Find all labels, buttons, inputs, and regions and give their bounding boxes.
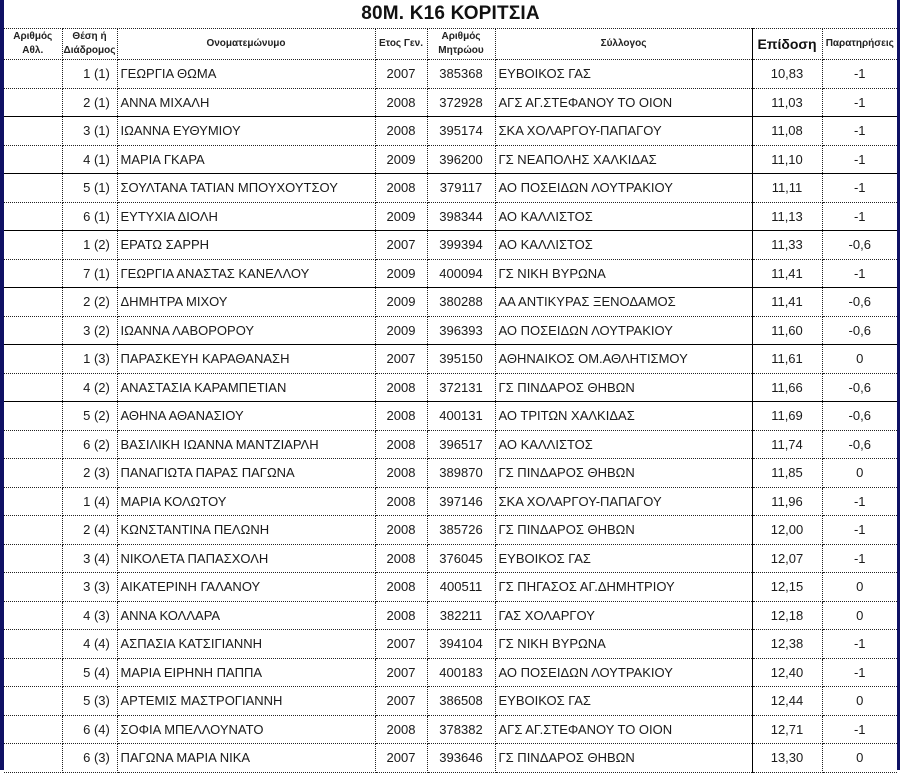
- remarks-cell: -1: [822, 630, 897, 659]
- header-position-line2: Διάδρομος: [63, 45, 116, 56]
- table-row: [4, 601, 897, 630]
- registry-number-cell: 395150: [427, 345, 495, 374]
- performance-cell: 11,41: [752, 288, 822, 317]
- birth-year-cell: 2008: [375, 373, 427, 402]
- club-cell: ΕΥΒΟΙΚΟΣ ΓΑΣ: [495, 544, 752, 573]
- remarks-cell: -1: [822, 658, 897, 687]
- table-row: [4, 459, 897, 488]
- performance-cell: 11,33: [752, 231, 822, 260]
- performance-cell: 12,07: [752, 544, 822, 573]
- remarks-cell: -1: [822, 117, 897, 146]
- registry-number-cell: 395174: [427, 117, 495, 146]
- position-cell: 4 (3): [62, 601, 117, 630]
- table-row: [4, 145, 897, 174]
- athlete-number-cell: [4, 202, 62, 231]
- performance-cell: 11,08: [752, 117, 822, 146]
- club-cell: ΓΣ ΠΙΝΔΑΡΟΣ ΘΗΒΩΝ: [495, 516, 752, 545]
- birth-year-cell: 2008: [375, 487, 427, 516]
- birth-year-cell: 2007: [375, 60, 427, 89]
- position-cell: 2 (1): [62, 88, 117, 117]
- club-cell: ΓΑΣ ΧΟΛΑΡΓΟΥ: [495, 601, 752, 630]
- birth-year-cell: 2007: [375, 687, 427, 716]
- position-cell: 3 (4): [62, 544, 117, 573]
- position-cell: 1 (2): [62, 231, 117, 260]
- remarks-cell: -1: [822, 174, 897, 203]
- club-cell: ΑΟ ΠΟΣΕΙΔΩΝ ΛΟΥΤΡΑΚΙΟΥ: [495, 316, 752, 345]
- header-registry-line1: Αριθμός: [441, 31, 481, 42]
- remarks-cell: 0: [822, 459, 897, 488]
- birth-year-cell: 2008: [375, 601, 427, 630]
- table-row: [4, 373, 897, 402]
- remarks-cell: -1: [822, 259, 897, 288]
- club-cell: ΓΣ ΠΙΝΔΑΡΟΣ ΘΗΒΩΝ: [495, 373, 752, 402]
- registry-number-cell: 372928: [427, 88, 495, 117]
- remarks-cell: 0: [822, 601, 897, 630]
- header-row: [4, 29, 897, 60]
- birth-year-cell: 2009: [375, 145, 427, 174]
- table-row: [4, 231, 897, 260]
- table-row: [4, 573, 897, 602]
- performance-cell: 12,38: [752, 630, 822, 659]
- registry-number-cell: 399394: [427, 231, 495, 260]
- remarks-cell: -1: [822, 145, 897, 174]
- remarks-cell: -1: [822, 544, 897, 573]
- registry-number-cell: 378382: [427, 715, 495, 744]
- position-cell: 7 (1): [62, 259, 117, 288]
- position-cell: 5 (3): [62, 687, 117, 716]
- header-performance: Επίδοση: [752, 29, 822, 60]
- athlete-name-cell: ΓΕΩΡΓΙΑ ΘΩΜΑ: [117, 60, 375, 89]
- remarks-cell: 0: [822, 744, 897, 773]
- registry-number-cell: 396517: [427, 430, 495, 459]
- results-body: [4, 60, 897, 773]
- table-row: [4, 487, 897, 516]
- registry-number-cell: 397146: [427, 487, 495, 516]
- position-cell: 3 (3): [62, 573, 117, 602]
- club-cell: ΕΥΒΟΙΚΟΣ ΓΑΣ: [495, 687, 752, 716]
- athlete-name-cell: ΜΑΡΙΑ ΕΙΡΗΝΗ ΠΑΠΠΑ: [117, 658, 375, 687]
- registry-number-cell: 385726: [427, 516, 495, 545]
- table-row: [4, 60, 897, 89]
- performance-cell: 10,83: [752, 60, 822, 89]
- athlete-number-cell: [4, 373, 62, 402]
- club-cell: ΣΚΑ ΧΟΛΑΡΓΟΥ-ΠΑΠΑΓΟΥ: [495, 487, 752, 516]
- birth-year-cell: 2009: [375, 288, 427, 317]
- title-row: [4, 0, 897, 29]
- remarks-cell: -1: [822, 202, 897, 231]
- table-row: [4, 88, 897, 117]
- athlete-name-cell: ΔΗΜΗΤΡΑ ΜΙΧΟΥ: [117, 288, 375, 317]
- performance-cell: 11,60: [752, 316, 822, 345]
- performance-cell: 11,61: [752, 345, 822, 374]
- club-cell: ΑΟ ΚΑΛΛΙΣΤΟΣ: [495, 430, 752, 459]
- remarks-cell: -0,6: [822, 288, 897, 317]
- athlete-name-cell: ΣΟΥΛΤΑΝΑ ΤΑΤΙΑΝ ΜΠΟΥΧΟΥΤΣΟΥ: [117, 174, 375, 203]
- registry-number-cell: 400131: [427, 402, 495, 431]
- athlete-number-cell: [4, 658, 62, 687]
- athlete-number-cell: [4, 601, 62, 630]
- remarks-cell: -0,6: [822, 402, 897, 431]
- performance-cell: 12,71: [752, 715, 822, 744]
- performance-cell: 12,44: [752, 687, 822, 716]
- birth-year-cell: 2008: [375, 88, 427, 117]
- remarks-cell: -1: [822, 715, 897, 744]
- header-registry: [427, 29, 495, 60]
- registry-number-cell: 379117: [427, 174, 495, 203]
- athlete-name-cell: ΑΡΤΕΜΙΣ ΜΑΣΤΡΟΓΙΑΝΝΗ: [117, 687, 375, 716]
- athlete-number-cell: [4, 117, 62, 146]
- header-position: [62, 29, 117, 60]
- performance-cell: 12,40: [752, 658, 822, 687]
- birth-year-cell: 2007: [375, 744, 427, 773]
- header-remarks: Παρατηρήσεις: [822, 29, 897, 60]
- club-cell: ΓΣ ΠΙΝΔΑΡΟΣ ΘΗΒΩΝ: [495, 459, 752, 488]
- table-row: [4, 202, 897, 231]
- athlete-name-cell: ΑΘΗΝΑ ΑΘΑΝΑΣΙΟΥ: [117, 402, 375, 431]
- position-cell: 5 (1): [62, 174, 117, 203]
- performance-cell: 11,74: [752, 430, 822, 459]
- birth-year-cell: 2009: [375, 259, 427, 288]
- athlete-number-cell: [4, 715, 62, 744]
- performance-cell: 13,30: [752, 744, 822, 773]
- position-cell: 3 (1): [62, 117, 117, 146]
- athlete-name-cell: ΙΩΑΝΝΑ ΛΑΒΟΡΟΡΟΥ: [117, 316, 375, 345]
- registry-number-cell: 396200: [427, 145, 495, 174]
- birth-year-cell: 2008: [375, 544, 427, 573]
- table-row: [4, 630, 897, 659]
- registry-number-cell: 382211: [427, 601, 495, 630]
- remarks-cell: 0: [822, 345, 897, 374]
- club-cell: ΑΓΣ ΑΓ.ΣΤΕΦΑΝΟΥ ΤΟ ΟΙΟΝ: [495, 88, 752, 117]
- club-cell: ΑΟ ΤΡΙΤΩΝ ΧΑΛΚΙΔΑΣ: [495, 402, 752, 431]
- birth-year-cell: 2008: [375, 402, 427, 431]
- club-cell: ΑΓΣ ΑΓ.ΣΤΕΦΑΝΟΥ ΤΟ ΟΙΟΝ: [495, 715, 752, 744]
- birth-year-cell: 2008: [375, 459, 427, 488]
- registry-number-cell: 376045: [427, 544, 495, 573]
- table-row: [4, 516, 897, 545]
- table-row: [4, 715, 897, 744]
- remarks-cell: -1: [822, 60, 897, 89]
- club-cell: ΑΑ ΑΝΤΙΚΥΡΑΣ ΞΕΝΟΔΑΜΟΣ: [495, 288, 752, 317]
- club-cell: ΓΣ ΝΕΑΠΟΛΗΣ ΧΑΛΚΙΔΑΣ: [495, 145, 752, 174]
- sheet-title: 80Μ. Κ16 ΚΟΡΙΤΣΙΑ: [4, 0, 897, 29]
- registry-number-cell: 394104: [427, 630, 495, 659]
- athlete-number-cell: [4, 316, 62, 345]
- birth-year-cell: 2008: [375, 117, 427, 146]
- athlete-number-cell: [4, 259, 62, 288]
- table-row: [4, 117, 897, 146]
- athlete-number-cell: [4, 516, 62, 545]
- position-cell: 6 (1): [62, 202, 117, 231]
- table-row: [4, 744, 897, 773]
- position-cell: 2 (3): [62, 459, 117, 488]
- athlete-name-cell: ΑΝΝΑ ΚΟΛΛΑΡΑ: [117, 601, 375, 630]
- remarks-cell: -1: [822, 516, 897, 545]
- athlete-name-cell: ΚΩΝΣΤΑΝΤΙΝΑ ΠΕΛΩΝΗ: [117, 516, 375, 545]
- club-cell: ΓΣ ΠΗΓΑΣΟΣ ΑΓ.ΔΗΜΗΤΡΙΟΥ: [495, 573, 752, 602]
- athlete-number-cell: [4, 174, 62, 203]
- position-cell: 2 (4): [62, 516, 117, 545]
- table-row: [4, 259, 897, 288]
- athlete-name-cell: ΜΑΡΙΑ ΓΚΑΡΑ: [117, 145, 375, 174]
- athlete-number-cell: [4, 60, 62, 89]
- performance-cell: 11,13: [752, 202, 822, 231]
- results-table: [4, 0, 897, 773]
- athlete-name-cell: ΑΣΠΑΣΙΑ ΚΑΤΣΙΓΙΑΝΝΗ: [117, 630, 375, 659]
- position-cell: 3 (2): [62, 316, 117, 345]
- position-cell: 5 (4): [62, 658, 117, 687]
- athlete-number-cell: [4, 744, 62, 773]
- athlete-number-cell: [4, 573, 62, 602]
- table-row: [4, 430, 897, 459]
- registry-number-cell: 400183: [427, 658, 495, 687]
- athlete-name-cell: ΕΥΤΥΧΙΑ ΔΙΟΛΗ: [117, 202, 375, 231]
- header-club: Σύλλογος: [495, 29, 752, 60]
- birth-year-cell: 2007: [375, 345, 427, 374]
- club-cell: ΑΘΗΝΑΙΚΟΣ ΟΜ.ΑΘΛΗΤΙΣΜΟΥ: [495, 345, 752, 374]
- club-cell: ΣΚΑ ΧΟΛΑΡΓΟΥ-ΠΑΠΑΓΟΥ: [495, 117, 752, 146]
- athlete-name-cell: ΕΡΑΤΩ ΣΑΡΡΗ: [117, 231, 375, 260]
- position-cell: 6 (4): [62, 715, 117, 744]
- remarks-cell: -0,6: [822, 373, 897, 402]
- performance-cell: 11,03: [752, 88, 822, 117]
- position-cell: 4 (1): [62, 145, 117, 174]
- registry-number-cell: 400511: [427, 573, 495, 602]
- registry-number-cell: 400094: [427, 259, 495, 288]
- athlete-name-cell: ΝΙΚΟΛΕΤΑ ΠΑΠΑΣΧΟΛΗ: [117, 544, 375, 573]
- performance-cell: 11,66: [752, 373, 822, 402]
- registry-number-cell: 389870: [427, 459, 495, 488]
- remarks-cell: -0,6: [822, 316, 897, 345]
- birth-year-cell: 2007: [375, 658, 427, 687]
- performance-cell: 11,69: [752, 402, 822, 431]
- performance-cell: 12,00: [752, 516, 822, 545]
- registry-number-cell: 398344: [427, 202, 495, 231]
- table-row: [4, 316, 897, 345]
- club-cell: ΑΟ ΠΟΣΕΙΔΩΝ ΛΟΥΤΡΑΚΙΟΥ: [495, 174, 752, 203]
- registry-number-cell: 393646: [427, 744, 495, 773]
- position-cell: 4 (4): [62, 630, 117, 659]
- athlete-name-cell: ΙΩΑΝΝΑ ΕΥΘΥΜΙΟΥ: [117, 117, 375, 146]
- table-row: [4, 544, 897, 573]
- registry-number-cell: 385368: [427, 60, 495, 89]
- remarks-cell: 0: [822, 573, 897, 602]
- athlete-name-cell: ΑΝΝΑ ΜΙΧΑΛΗ: [117, 88, 375, 117]
- club-cell: ΓΣ ΝΙΚΗ ΒΥΡΩΝΑ: [495, 630, 752, 659]
- birth-year-cell: 2008: [375, 573, 427, 602]
- athlete-number-cell: [4, 630, 62, 659]
- remarks-cell: -0,6: [822, 430, 897, 459]
- performance-cell: 11,11: [752, 174, 822, 203]
- athlete-name-cell: ΑΙΚΑΤΕΡΙΝΗ ΓΑΛΑΝΟΥ: [117, 573, 375, 602]
- athlete-name-cell: ΜΑΡΙΑ ΚΟΛΩΤΟΥ: [117, 487, 375, 516]
- athlete-number-cell: [4, 145, 62, 174]
- athlete-number-cell: [4, 544, 62, 573]
- position-cell: 6 (3): [62, 744, 117, 773]
- performance-cell: 11,85: [752, 459, 822, 488]
- position-cell: 1 (3): [62, 345, 117, 374]
- athlete-name-cell: ΓΕΩΡΓΙΑ ΑΝΑΣΤΑΣ ΚΑΝΕΛΛΟΥ: [117, 259, 375, 288]
- header-position-line1: Θέση ή: [72, 31, 107, 42]
- performance-cell: 11,10: [752, 145, 822, 174]
- header-athlete-number: Αριθμός Αθλ.: [4, 29, 62, 60]
- header-birth-year: Ετος Γεν.: [375, 29, 427, 60]
- birth-year-cell: 2009: [375, 202, 427, 231]
- table-row: [4, 687, 897, 716]
- performance-cell: 12,18: [752, 601, 822, 630]
- table-row: [4, 174, 897, 203]
- athlete-number-cell: [4, 345, 62, 374]
- athlete-name-cell: ΑΝΑΣΤΑΣΙΑ ΚΑΡΑΜΠΕΤΙΑΝ: [117, 373, 375, 402]
- registry-number-cell: 372131: [427, 373, 495, 402]
- remarks-cell: 0: [822, 687, 897, 716]
- athlete-name-cell: ΠΑΡΑΣΚΕΥΗ ΚΑΡΑΘΑΝΑΣΗ: [117, 345, 375, 374]
- birth-year-cell: 2008: [375, 174, 427, 203]
- table-row: [4, 288, 897, 317]
- club-cell: ΕΥΒΟΙΚΟΣ ΓΑΣ: [495, 60, 752, 89]
- table-row: [4, 345, 897, 374]
- athlete-number-cell: [4, 402, 62, 431]
- registry-number-cell: 380288: [427, 288, 495, 317]
- birth-year-cell: 2007: [375, 630, 427, 659]
- registry-number-cell: 396393: [427, 316, 495, 345]
- table-row: [4, 658, 897, 687]
- club-cell: ΑΟ ΠΟΣΕΙΔΩΝ ΛΟΥΤΡΑΚΙΟΥ: [495, 658, 752, 687]
- athlete-number-cell: [4, 88, 62, 117]
- remarks-cell: -0,6: [822, 231, 897, 260]
- header-registry-line2: Μητρώου: [438, 45, 484, 56]
- athlete-number-cell: [4, 487, 62, 516]
- athlete-name-cell: ΒΑΣΙΛΙΚΗ ΙΩΑΝΝΑ ΜΑΝΤΖΙΑΡΛΗ: [117, 430, 375, 459]
- performance-cell: 12,15: [752, 573, 822, 602]
- remarks-cell: -1: [822, 88, 897, 117]
- performance-cell: 11,41: [752, 259, 822, 288]
- athlete-number-cell: [4, 231, 62, 260]
- birth-year-cell: 2007: [375, 231, 427, 260]
- position-cell: 2 (2): [62, 288, 117, 317]
- header-full-name: Ονοματεμώνυμο: [117, 29, 375, 60]
- club-cell: ΑΟ ΚΑΛΛΙΣΤΟΣ: [495, 231, 752, 260]
- table-row: [4, 402, 897, 431]
- performance-cell: 11,96: [752, 487, 822, 516]
- registry-number-cell: 386508: [427, 687, 495, 716]
- athlete-number-cell: [4, 288, 62, 317]
- club-cell: ΑΟ ΚΑΛΛΙΣΤΟΣ: [495, 202, 752, 231]
- athlete-number-cell: [4, 459, 62, 488]
- birth-year-cell: 2008: [375, 715, 427, 744]
- athlete-number-cell: [4, 430, 62, 459]
- birth-year-cell: 2009: [375, 316, 427, 345]
- athlete-name-cell: ΠΑΓΩΝΑ ΜΑΡΙΑ ΝΙΚΑ: [117, 744, 375, 773]
- position-cell: 1 (1): [62, 60, 117, 89]
- athlete-number-cell: [4, 687, 62, 716]
- remarks-cell: -1: [822, 487, 897, 516]
- club-cell: ΓΣ ΝΙΚΗ ΒΥΡΩΝΑ: [495, 259, 752, 288]
- club-cell: ΓΣ ΠΙΝΔΑΡΟΣ ΘΗΒΩΝ: [495, 744, 752, 773]
- position-cell: 6 (2): [62, 430, 117, 459]
- birth-year-cell: 2008: [375, 430, 427, 459]
- position-cell: 1 (4): [62, 487, 117, 516]
- athlete-name-cell: ΠΑΝΑΓΙΩΤΑ ΠΑΡΑΣ ΠΑΓΩΝΑ: [117, 459, 375, 488]
- position-cell: 4 (2): [62, 373, 117, 402]
- position-cell: 5 (2): [62, 402, 117, 431]
- birth-year-cell: 2008: [375, 516, 427, 545]
- athlete-name-cell: ΣΟΦΙΑ ΜΠΕΛΛΟΥΝΑΤΟ: [117, 715, 375, 744]
